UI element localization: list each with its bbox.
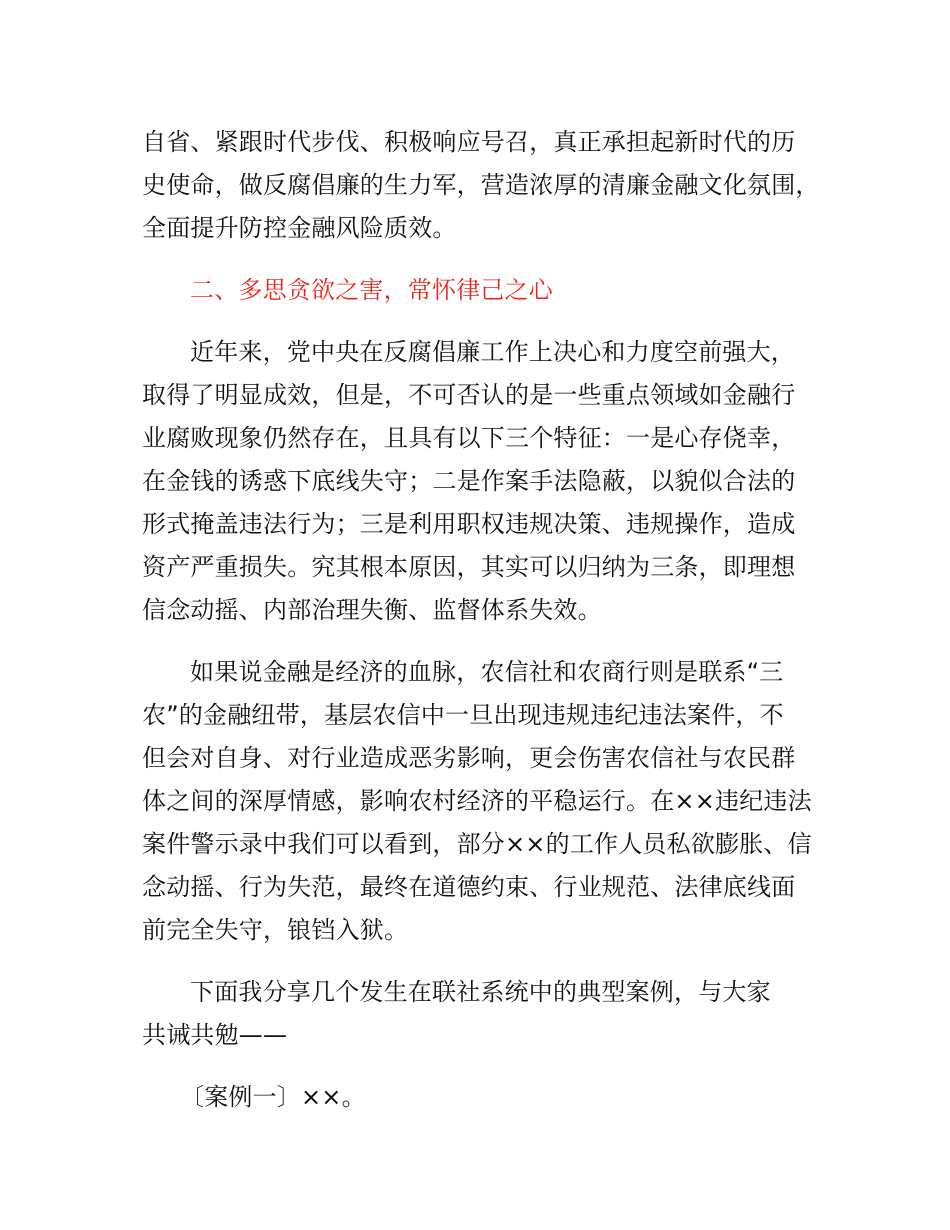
paragraph2-line-6: 念动摇、行为失范，最终在道德约束、行业规范、法律底线面 bbox=[142, 873, 796, 901]
paragraph2-line-7: 前完全失守，锒铛入狱。 bbox=[142, 916, 409, 944]
paragraph3-line-2: 共诫共勉—— bbox=[142, 1021, 288, 1049]
paragraph2-line-3: 但会对自身、对行业造成恶劣影响，更会伤害农信社与农民群 bbox=[142, 744, 796, 772]
paragraph1-line-7: 信念动摇、内部治理失衡、监督体系失效。 bbox=[142, 596, 602, 624]
paragraph1-line-1: 近年来，党中央在反腐倡廉工作上决心和力度空前强大， bbox=[190, 338, 795, 366]
paragraph1-line-5: 形式掩盖违法行为；三是利用职权违规决策、违规操作，造成 bbox=[142, 510, 796, 538]
paragraph2-line-4: 体之间的深厚情感，影响农村经济的平稳运行。在××违纪违法 bbox=[142, 787, 812, 815]
paragraph1-line-4: 在金钱的诱惑下底线失守；二是作案手法隐蔽，以貌似合法的 bbox=[142, 467, 796, 495]
case-label: 〔案例一〕××。 bbox=[180, 1083, 366, 1111]
intro-line-3: 全面提升防控金融风险质效。 bbox=[142, 214, 457, 242]
paragraph3-line-1: 下面我分享几个发生在联社系统中的典型案例，与大家 bbox=[190, 978, 771, 1006]
paragraph1-line-6: 资产严重损失。究其根本原因，其实可以归纳为三条，即理想 bbox=[142, 553, 796, 581]
section-heading: 二、多思贪欲之害，常怀律己之心 bbox=[190, 276, 553, 304]
paragraph2-line-2: 农”的金融纽带，基层农信中一旦出现违规违纪违法案件，不 bbox=[142, 701, 784, 729]
intro-line-2: 史使命，做反腐倡廉的生力军，营造浓厚的清廉金融文化氛围， bbox=[142, 171, 820, 199]
paragraph1-line-2: 取得了明显成效，但是，不可否认的是一些重点领域如金融行 bbox=[142, 381, 796, 409]
paragraph1-line-3: 业腐败现象仍然存在，且具有以下三个特征：一是心存侥幸， bbox=[142, 424, 796, 452]
paragraph2-line-1: 如果说金融是经济的血脉，农信社和农商行则是联系“三 bbox=[190, 658, 784, 686]
paragraph2-line-5: 案件警示录中我们可以看到，部分××的工作人员私欲膨胀、信 bbox=[142, 830, 812, 858]
intro-line-1: 自省、紧跟时代步伐、积极响应号召，真正承担起新时代的历 bbox=[142, 128, 796, 156]
